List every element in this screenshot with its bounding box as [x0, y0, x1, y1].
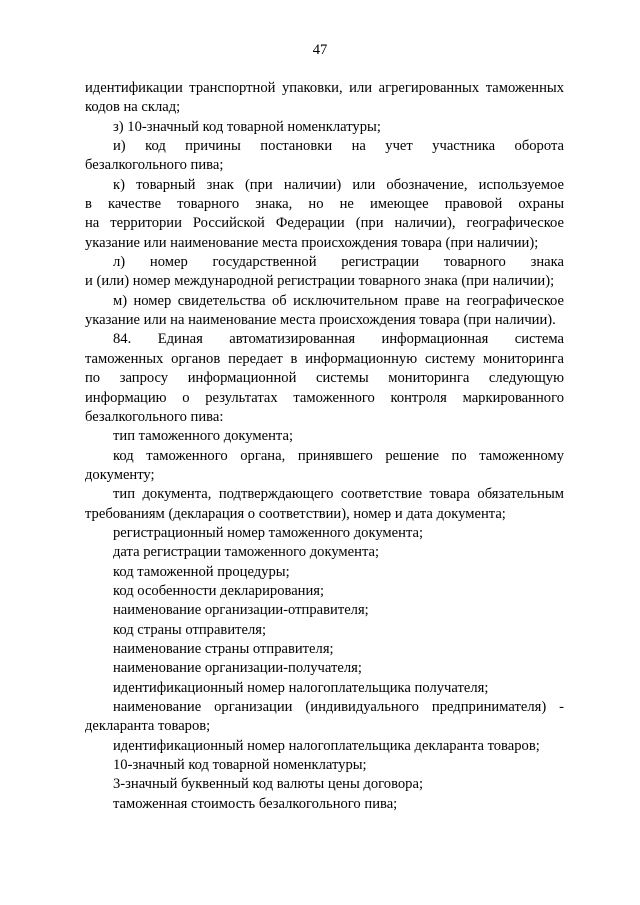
text-line: и) код причины постановки на учет участника оборота [113, 138, 564, 155]
paragraph [85, 137, 564, 176]
paragraph [85, 698, 564, 737]
text-line: указание или на наименование места происхождения товара (при наличии). [85, 312, 556, 329]
page-number: 47 [312, 42, 328, 58]
text-line: таможенных органов передает в информационную систему мониторинга [85, 350, 564, 367]
text-line: требованиям (декларация о соответствии), номер и дата документа; [85, 505, 506, 522]
text-line: тип таможенного документа; [113, 428, 294, 445]
text-line: тип документа, подтверждающего соответствие товара обязательным [113, 486, 564, 503]
text-line: 10-значный код товарной номенклатуры; [113, 757, 367, 774]
text-line: в качестве товарного знака, но не имеющее правовой охраны [85, 196, 564, 213]
paragraph [85, 427, 564, 446]
paragraph [85, 582, 564, 601]
paragraph [85, 118, 564, 137]
paragraph [85, 447, 564, 486]
text-line: таможенная стоимость безалкогольного пива; [113, 795, 398, 812]
paragraph [85, 679, 564, 698]
text-line: код таможенной процедуры; [113, 563, 290, 580]
text-line: к) товарный знак (при наличии) или обозначение, используемое [113, 176, 564, 193]
paragraph [85, 292, 564, 331]
paragraph [85, 640, 564, 659]
text-line: кодов на склад; [85, 99, 181, 116]
document-body [85, 79, 564, 814]
paragraph [85, 79, 564, 118]
text-line: наименование организации-получателя; [113, 660, 362, 677]
text-line: информацию о результатах таможенного контроля маркированного [85, 389, 564, 406]
text-line: идентификации транспортной упаковки, или агрегированных таможенных [85, 80, 564, 96]
paragraph [85, 737, 564, 756]
text-line: 3-значный буквенный код валюты цены договора; [113, 776, 423, 793]
paragraph [85, 795, 564, 814]
text-line: наименование организации (индивидуального предпринимателя) - [113, 699, 564, 715]
text-line: наименование организации-отправителя; [113, 602, 369, 619]
text-line: идентификационный номер налогоплательщика получателя; [113, 679, 489, 696]
paragraph [85, 621, 564, 640]
text-line: 84. Единая автоматизированная информационная система [113, 331, 564, 348]
text-line: наименование страны отправителя; [113, 640, 334, 657]
text-line: по запросу информационной системы мониторинга следующую [85, 370, 564, 387]
text-line: на территории Российской Федерации (при наличии), географическое [85, 215, 564, 232]
text-line: м) номер свидетельства об исключительном праве на географическое [113, 292, 564, 309]
text-line: указание или наименование места происхождения товара (при наличии); [85, 234, 539, 251]
text-line: безалкогольного пива; [85, 157, 224, 174]
text-line: код особенности декларирования; [113, 582, 325, 599]
text-line: з) 10-значный код товарной номенклатуры; [113, 118, 381, 135]
paragraph [85, 563, 564, 582]
paragraph [85, 601, 564, 620]
text-line: код таможенного органа, принявшего решение по таможенному [113, 447, 564, 464]
paragraph [85, 176, 564, 253]
text-line: и (или) номер международной регистрации товарного знака (при наличии); [85, 273, 555, 290]
text-line: регистрационный номер таможенного документа; [113, 524, 424, 541]
text-line: код страны отправителя; [113, 621, 267, 638]
text-line: идентификационный номер налогоплательщика декларанта товаров; [113, 737, 540, 754]
text-line: л) номер государственной регистрации товарного знака [113, 254, 564, 271]
paragraph [85, 775, 564, 794]
paragraph [85, 524, 564, 543]
paragraph [85, 659, 564, 678]
paragraph [85, 253, 564, 292]
paragraph [85, 330, 564, 427]
paragraph [85, 543, 564, 562]
paragraph [85, 756, 564, 775]
paragraph [85, 485, 564, 524]
text-line: документу; [85, 466, 155, 483]
text-line: дата регистрации таможенного документа; [113, 544, 380, 561]
text-line: декларанта товаров; [85, 718, 211, 735]
text-line: безалкогольного пива: [85, 408, 224, 425]
